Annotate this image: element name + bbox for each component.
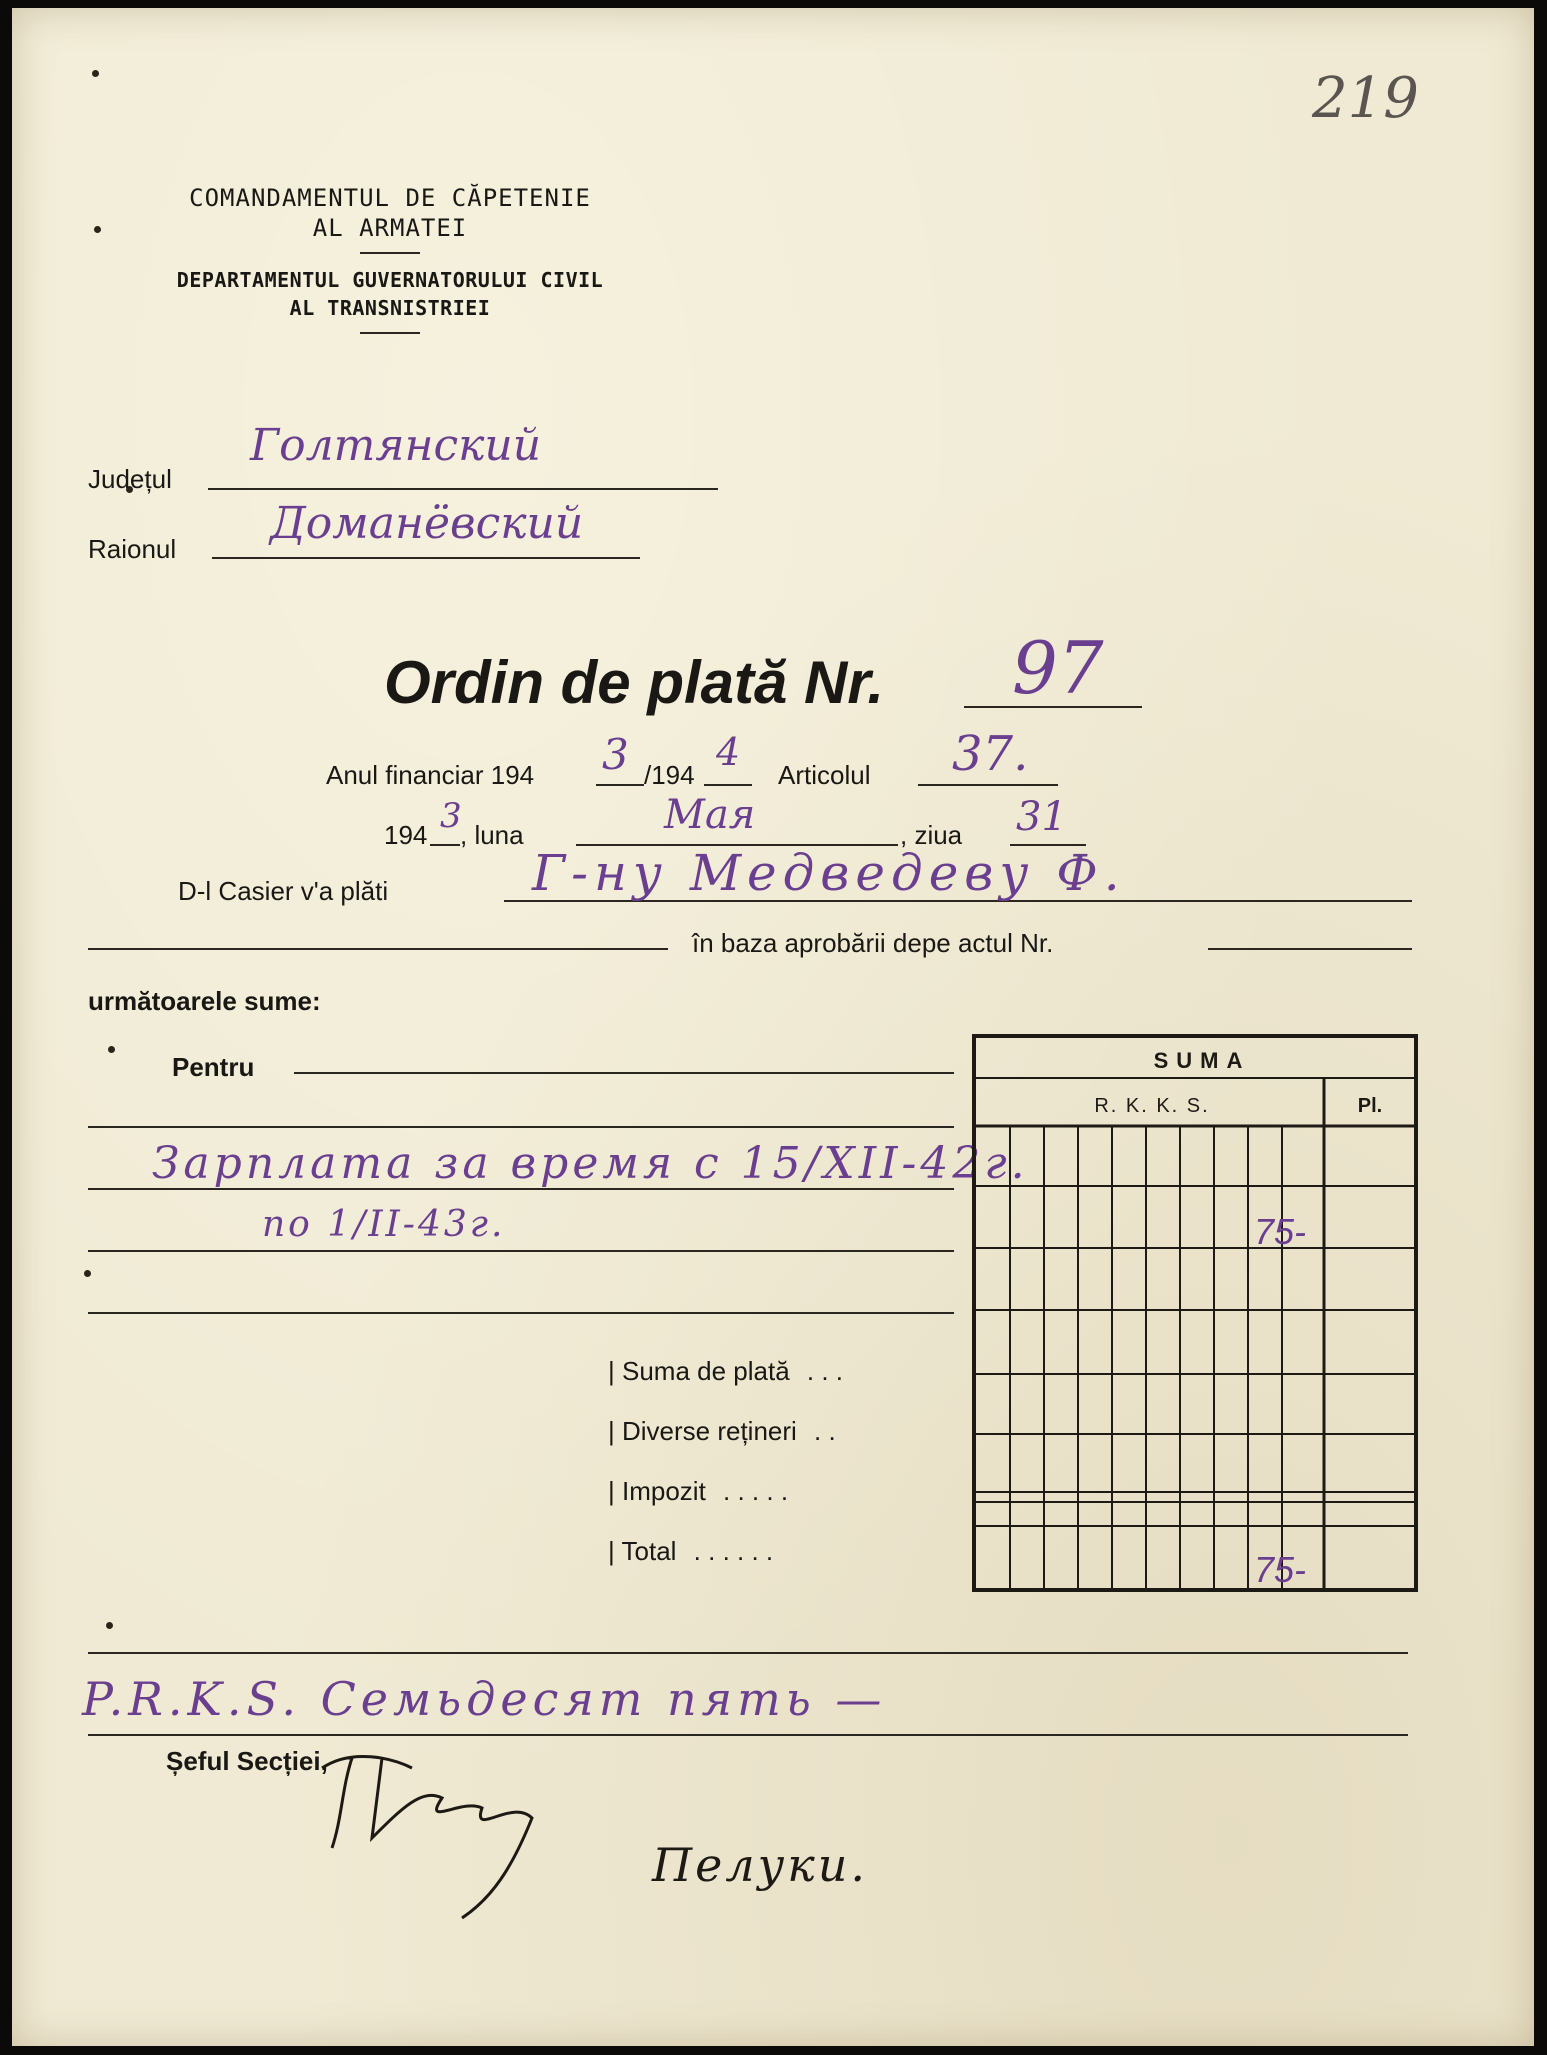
purpose-line — [88, 1312, 954, 1314]
punch-hole — [108, 1046, 115, 1053]
punch-hole — [106, 1622, 113, 1629]
judetul-value: Голтянский — [250, 420, 542, 471]
separator-line — [88, 1652, 1408, 1654]
payee-value: Г-ну Медведеву Ф. — [532, 844, 1126, 902]
articolul-label: Articolul — [778, 760, 871, 790]
purpose-line-2: по 1/II-43г. — [262, 1204, 506, 1245]
year-to-line — [704, 774, 752, 786]
anul-financiar-label: Anul financiar 194 — [326, 760, 535, 790]
luna-label: , luna — [460, 820, 524, 850]
header-divider — [360, 252, 420, 254]
raionul-value: Доманёвский — [270, 498, 584, 549]
casier-label: D-l Casier v'a plăti — [178, 876, 389, 906]
header-divider — [360, 332, 420, 334]
words-line — [88, 1734, 1408, 1736]
summary-label: Impozit — [621, 1476, 706, 1506]
amount-value: 75- — [1254, 1211, 1307, 1252]
summary-dots: . . . — [806, 1356, 844, 1386]
signature-name: Пелуки. — [652, 1838, 869, 1892]
total-value: 75- — [1254, 1549, 1307, 1590]
year-to-value: 4 — [716, 730, 741, 774]
archive-page-number: 219 — [1312, 66, 1419, 131]
punch-hole — [84, 1270, 91, 1277]
header-block — [90, 184, 690, 334]
summary-label: Suma de plată — [621, 1356, 790, 1386]
header-line-1: COMANDAMENTUL DE CĂPETENIE — [189, 184, 591, 212]
header-line-3: DEPARTAMENTUL GUVERNATORULUI CIVIL — [176, 268, 604, 292]
luna-value: Мая — [664, 792, 756, 838]
anul-separator: /194 — [644, 760, 695, 790]
sums-label: următoarele sume: — [88, 986, 321, 1016]
suma-col-pl: Pl. — [1357, 1095, 1383, 1117]
blank-line — [88, 938, 668, 950]
suma-header: SUMA — [1153, 1048, 1251, 1073]
summary-dots: . . . . . . — [693, 1536, 774, 1566]
summary-dots: . . . . . — [723, 1476, 789, 1506]
judetul-label: Județul — [88, 464, 172, 494]
articolul-value: 37. — [952, 726, 1029, 782]
purpose-line — [88, 1250, 954, 1252]
signature-scribble — [312, 1728, 692, 1928]
year-from-value: 3 — [602, 730, 629, 779]
document-title: Ordin de plată Nr. — [384, 649, 885, 716]
order-number: 97 — [1012, 626, 1104, 710]
header-line-4: AL TRANSNISTRIEI — [289, 296, 491, 320]
ziua-label: , ziua — [900, 820, 963, 850]
summary-row: | Impozit . . . . . — [608, 1476, 789, 1506]
summary-label: Diverse rețineri — [621, 1416, 797, 1446]
judetul-line — [208, 476, 718, 490]
summary-row: | Suma de plată . . . — [608, 1356, 844, 1386]
purpose-line — [88, 1126, 954, 1128]
summary-label: Total — [621, 1536, 677, 1566]
suma-table — [972, 1034, 1418, 1594]
pentru-line — [294, 1064, 954, 1074]
punch-hole — [92, 70, 99, 77]
sef-sectie-label: Șeful Secției, — [166, 1746, 328, 1776]
summary-dots: . . — [814, 1416, 836, 1446]
baza-line — [1208, 938, 1412, 950]
header-line-2: AL ARMATEI — [312, 214, 468, 242]
summary-row: | Total . . . . . . — [608, 1536, 774, 1566]
ziua-value: 31 — [1016, 794, 1067, 840]
pentru-label: Pentru — [172, 1052, 255, 1082]
date-prefix: 194 — [384, 820, 428, 850]
raionul-label: Raionul — [88, 534, 177, 564]
amount-in-words: P.R.K.S. Семьдесят пять — — [82, 1672, 887, 1726]
summary-row: | Diverse rețineri . . — [608, 1416, 836, 1446]
date-year-digit: 3 — [440, 796, 462, 836]
purpose-line-1: Зарплата за время с 15/XII-42г. — [152, 1138, 1029, 1189]
document-sheet — [12, 8, 1534, 2046]
suma-col-rkks: R. K. K. S. — [1094, 1095, 1210, 1117]
baza-label: în baza aprobării depe actul Nr. — [692, 928, 1054, 958]
